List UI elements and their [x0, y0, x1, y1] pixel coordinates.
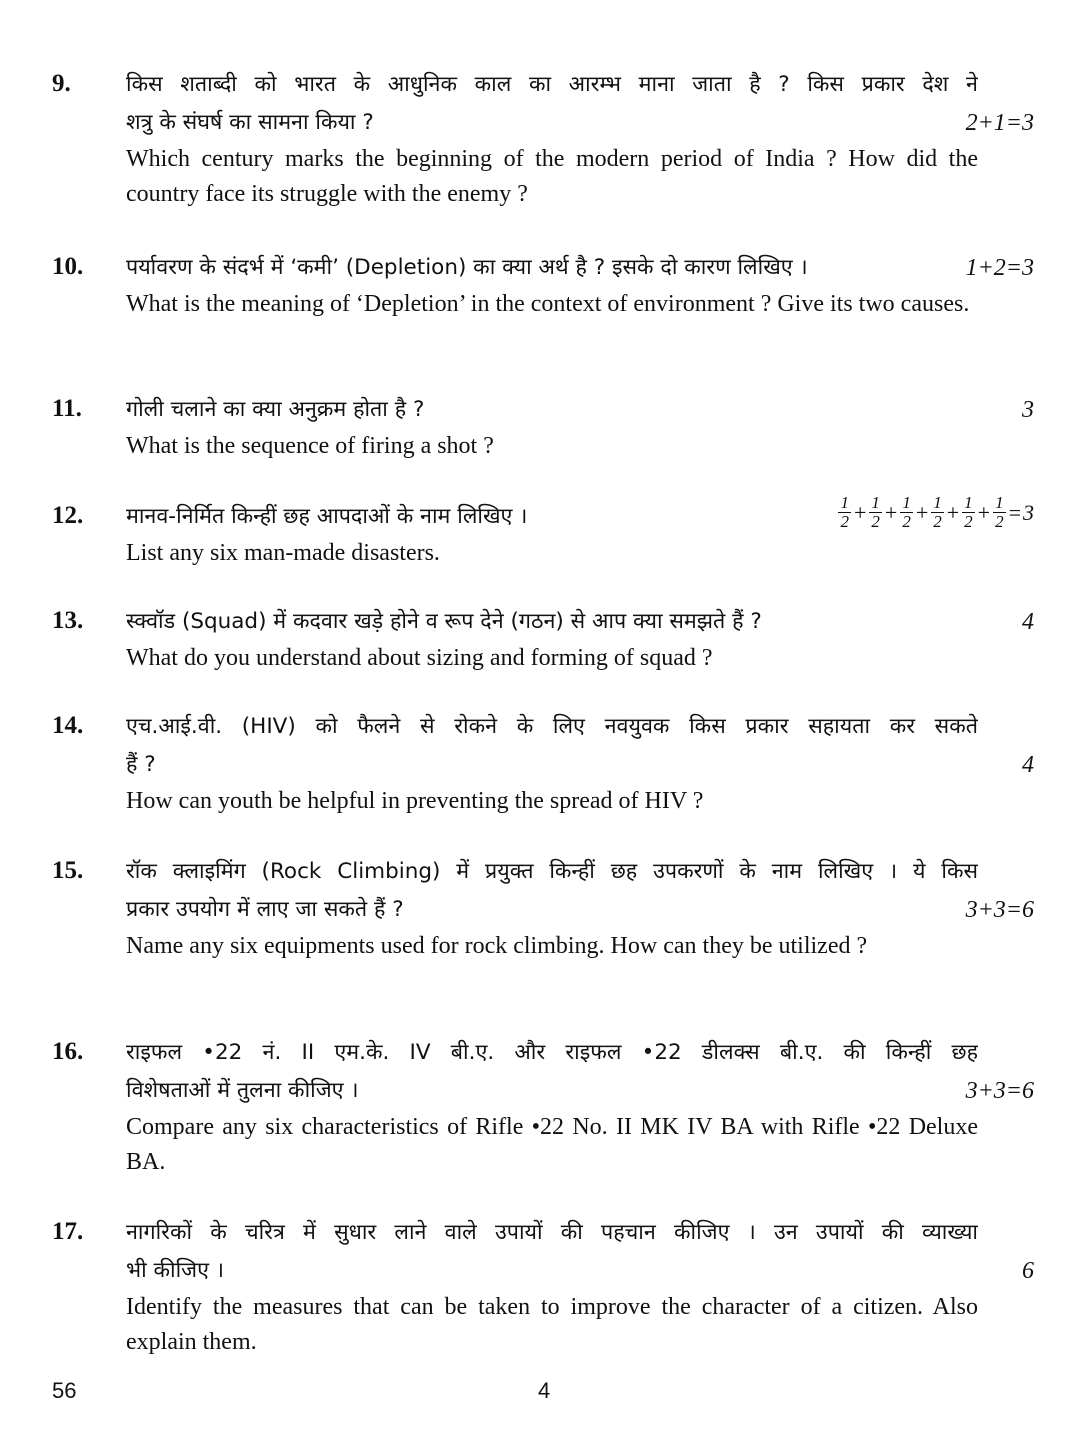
question-body: [126, 708, 1034, 819]
question-body: [126, 1214, 1034, 1360]
hindi-text: भी कीजिए ।: [126, 1258, 224, 1283]
question-number: 14.: [52, 712, 84, 739]
hindi-text: मानव-निर्मित किन्हीं छह आपदाओं के नाम लिखिए ।: [126, 504, 528, 529]
paper-code: 56: [52, 1378, 77, 1403]
question-body: [126, 1034, 1034, 1180]
page-number: 4: [538, 1378, 551, 1403]
question-number: 13.: [52, 607, 84, 634]
english-text: List any six man-made disasters.: [126, 540, 440, 566]
fraction-half: $\frac{1}{2}$: [933, 493, 942, 531]
marks: 3+3=6: [965, 897, 1034, 923]
hindi-text: किस शताब्दी को भारत के आधुनिक काल का आरम्भ माना जाता है ? किस प्रकार देश ने: [126, 72, 978, 97]
marks: 4: [1022, 752, 1034, 778]
hindi-text: राइफल •22 नं. II एम.के. IV बी.ए. और राइफल •22 डीलक्स बी.ए. की किन्हीं छह: [126, 1040, 978, 1065]
question-body: [126, 66, 1034, 212]
fraction-half: $\frac{1}{2}$: [995, 493, 1004, 531]
fraction-half: $\frac{1}{2}$: [964, 493, 973, 531]
fraction-marks: $\frac{1}{2}$ + $\frac{1}{2}$ + $\frac{1}{2}$ + $\frac{1}{2}$ + $\frac{1}{2}$ + $\frac{1}{2}$ = 3: [840, 493, 1034, 531]
question-body: [126, 853, 1034, 964]
marks: 3: [1022, 397, 1034, 423]
english-text: Identify the measures that can be taken to improve the character of a citizen. Also explain them.: [126, 1294, 978, 1355]
question-body: [126, 493, 1034, 571]
english-text: How can youth be helpful in preventing the spread of HIV ?: [126, 788, 704, 814]
question-body: [126, 603, 1034, 676]
marks: 1+2=3: [965, 255, 1034, 281]
hindi-text: रॉक क्लाइमिंग (Rock Climbing) में प्रयुक्त किन्हीं छह उपकरणों के नाम लिखिए । ये किस: [126, 859, 978, 884]
hindi-text: स्क्वॉड (Squad) में कदवार खड़े होने व रूप देने (गठन) से आप क्या समझते हैं ?: [126, 609, 762, 634]
question-number: 16.: [52, 1038, 84, 1065]
fraction-half: $\frac{1}{2}$: [840, 493, 849, 531]
hindi-text: नागरिकों के चरित्र में सुधार लाने वाले उपायों की पहचान कीजिए । उन उपायों की व्याख्या: [126, 1220, 978, 1245]
hindi-text: हैं ?: [126, 752, 156, 777]
hindi-text: एच.आई.वी. (HIV) को फैलने से रोकने के लिए नवयुवक किस प्रकार सहायता कर सकते: [126, 714, 978, 739]
english-text: Name any six equipments used for rock climbing. How can they be utilized ?: [126, 933, 868, 959]
hindi-text: पर्यावरण के संदर्भ में ‘कमी’ (Depletion) का क्या अर्थ है ? इसके दो कारण लिखिए ।: [126, 255, 808, 280]
hindi-text: प्रकार उपयोग में लाए जा सकते हैं ?: [126, 897, 404, 922]
question-number: 17.: [52, 1218, 84, 1245]
english-text: Compare any six characteristics of Rifle •22 No. II MK IV BA with Rifle •22 Deluxe BA.: [126, 1114, 978, 1175]
marks: 4: [1022, 609, 1034, 635]
hindi-text: गोली चलाने का क्या अनुक्रम होता है ?: [126, 397, 425, 422]
question-number: 12.: [52, 502, 84, 529]
question-number: 11.: [52, 395, 82, 422]
question-number: 10.: [52, 253, 84, 280]
question-number: 15.: [52, 857, 84, 884]
english-text: What do you understand about sizing and forming of squad ?: [126, 645, 713, 671]
fraction-half: $\frac{1}{2}$: [902, 493, 911, 531]
english-text: What is the meaning of ‘Depletion’ in the context of environment ? Give its two causes.: [126, 291, 970, 317]
marks: 2+1=3: [965, 110, 1034, 136]
marks: 3+3=6: [965, 1078, 1034, 1104]
question-body: [126, 391, 1034, 464]
marks: 6: [1022, 1258, 1034, 1284]
hindi-text: शत्रु के संघर्ष का सामना किया ?: [126, 110, 374, 135]
fraction-total: 3: [1023, 499, 1034, 525]
question-body: [126, 249, 1034, 322]
hindi-text: विशेषताओं में तुलना कीजिए ।: [126, 1078, 359, 1103]
english-text: Which century marks the beginning of the modern period of India ? How did the country face its struggle with the enemy ?: [126, 146, 978, 207]
english-text: What is the sequence of firing a shot ?: [126, 433, 494, 459]
fraction-half: $\frac{1}{2}$: [871, 493, 880, 531]
question-number: 9.: [52, 70, 71, 97]
